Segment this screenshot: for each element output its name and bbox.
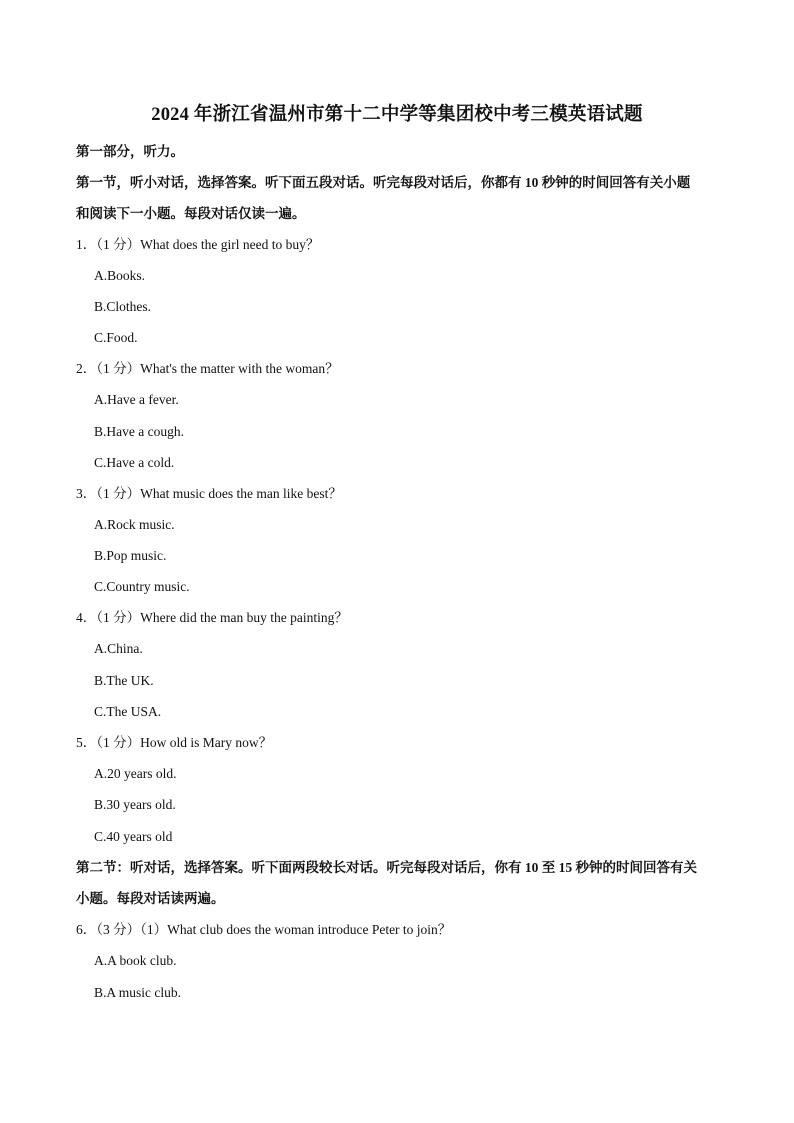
question-4-option-c: C.The USA. <box>94 704 162 719</box>
question-4-stem: 4．（1 分）Where did the man buy the painting？ <box>76 610 348 625</box>
question-4-option-b: B.The UK. <box>94 673 154 688</box>
page-title: 2024 年浙江省温州市第十二中学等集团校中考三模英语试题 <box>151 105 643 125</box>
part1-heading: 第一部分，听力。 <box>76 144 184 159</box>
section1-instructions-line1: 第一节，听小对话，选择答案。听下面五段对话。听完每段对话后，你都有 10 秒钟的时间回答有关小题 <box>76 175 691 190</box>
question-1-option-a: A.Books. <box>94 268 146 283</box>
section2-instructions-line2: 小题。每段对话读两遍。 <box>76 891 225 906</box>
question-5-option-c: C.40 years old <box>94 829 173 844</box>
section1-instructions-line2: 和阅读下一小题。每段对话仅读一遍。 <box>76 206 306 221</box>
question-2-stem: 2．（1 分）What's the matter with the woman？ <box>76 361 339 376</box>
question-6-option-b: B.A music club. <box>94 985 181 1000</box>
question-3-option-a: A.Rock music. <box>94 517 175 532</box>
question-1-stem: 1．（1 分）What does the girl need to buy？ <box>76 237 320 252</box>
question-6-option-a: A.A book club. <box>94 953 177 968</box>
section2-instructions-line1: 第二节：听对话，选择答案。听下面两段较长对话。听完每段对话后，你有 10 至 15 秒钟的时间回答有关 <box>76 860 697 875</box>
question-2-option-a: A.Have a fever. <box>94 392 179 407</box>
question-6-stem: 6．（3 分）（1）What club does the woman introduce Peter to join？ <box>76 922 452 937</box>
question-5-option-b: B.30 years old. <box>94 797 176 812</box>
question-1-option-c: C.Food. <box>94 330 138 345</box>
question-1-option-b: B.Clothes. <box>94 299 152 314</box>
question-2-option-b: B.Have a cough. <box>94 424 184 439</box>
question-3-option-b: B.Pop music. <box>94 548 167 563</box>
question-2-option-c: C.Have a cold. <box>94 455 175 470</box>
question-3-stem: 3．（1 分）What music does the man like best？ <box>76 486 342 501</box>
question-3-option-c: C.Country music. <box>94 579 190 594</box>
question-4-option-a: A.China. <box>94 641 143 656</box>
question-5-option-a: A.20 years old. <box>94 766 177 781</box>
question-5-stem: 5．（1 分）How old is Mary now？ <box>76 735 273 750</box>
